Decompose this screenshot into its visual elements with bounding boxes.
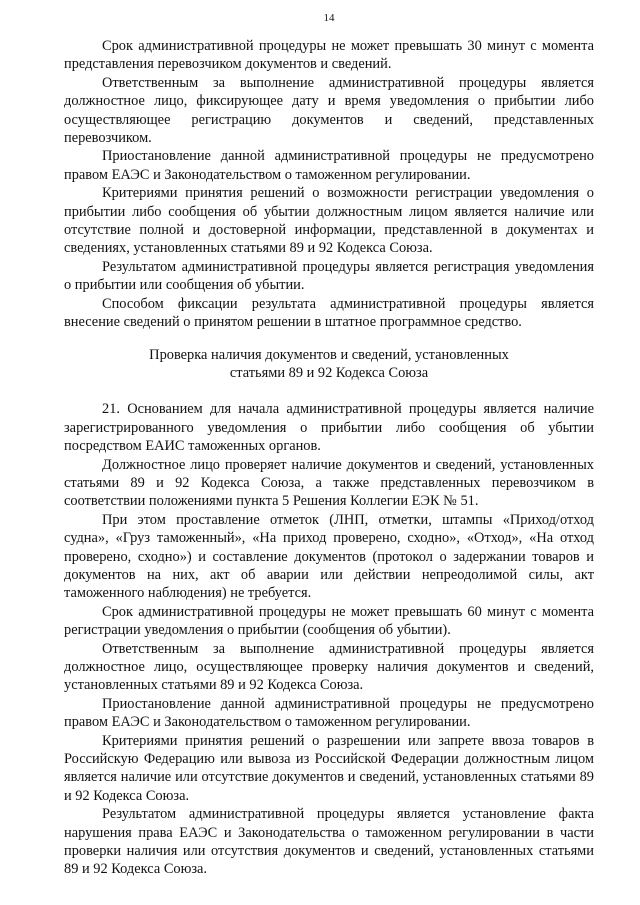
paragraph: Критериями принятия решений о разрешении или запрете ввоза товаров в Российскую Федерацию или вывоза из Российской Федерации должностным лицом является наличие или отсутствие документов и сведений, установленных статьями 89 и 92 Кодекса Союза. <box>64 732 594 804</box>
paragraph: Ответственным за выполнение административной процедуры является должностное лицо, осуществляющее проверку наличия документов и сведений, установленных статьями 89 и 92 Кодекса Союза. <box>64 640 594 694</box>
paragraph: Критериями принятия решений о возможности регистрации уведомления о прибытии либо сообщения об убытии должностным лицом является наличие или отсутствие полной и достоверной информации, представленной в документах и сведениях, установленных статьями 89 и 92 Кодекса Союза. <box>64 185 594 257</box>
paragraph: Ответственным за выполнение административной процедуры является должностное лицо, фиксирующее дату и время уведомления о прибытии либо осуществляющее регистрацию документов и сведений, представленных перевозчиком. <box>64 74 594 147</box>
paragraph: Должностное лицо проверяет наличие документов и сведений, установленных статьями 89 и 92 Кодекса Союза, а также представленных перевозчиком в соответствии положениями пункта 5 Решения Коллегии ЕЭК № 51. <box>64 456 594 510</box>
paragraph: 21. Основанием для начала административной процедуры является наличие зарегистрированного уведомления о прибытии либо сообщения об убытии посредством ЕАИС таможенных органов. <box>64 401 594 455</box>
paragraph: Срок административной процедуры не может превышать 30 минут с момента представления перевозчиком документов и сведений. <box>64 38 594 73</box>
paragraph: Результатом административной процедуры является установление факта нарушения права ЕАЭС и Законодательства о таможенном регулировании в части проверки наличия или отсутствия документов и сведений, установленных статьями 89 и 92 Кодекса Союза. <box>64 806 594 878</box>
paragraph: Срок административной процедуры не может превышать 60 минут с момента регистрации уведомления о прибытии (сообщения об убытии). <box>64 603 594 639</box>
section-heading-line: Проверка наличия документов и сведений, установленных <box>149 346 509 363</box>
paragraph: При этом проставление отметок (ЛНП, отметки, штампы «Приход/отход судна», «Груз таможенный», «На приход проверено, сходно», «Отход», «На отход проверено, сходно») и составление документов (протокол о задержании товаров и документов на них, акт об аварии или действии непреодолимой силы, акт таможенного наблюдения) не требуется. <box>64 511 594 602</box>
page-number: 14 <box>323 12 335 24</box>
paragraph: Способом фиксации результата административной процедуры является внесение сведений о принятом решении в штатное программное средство. <box>64 295 594 331</box>
paragraph: Приостановление данной административной процедуры не предусмотрено правом ЕАЭС и Законодательством о таможенном регулировании. <box>64 148 594 183</box>
section-heading <box>64 346 594 383</box>
paragraph: Результатом административной процедуры является регистрация уведомления о прибытии или сообщения об убытии. <box>64 258 594 294</box>
paragraph: Приостановление данной административной процедуры не предусмотрено правом ЕАЭС и Законодательством о таможенном регулировании. <box>64 695 594 731</box>
section-heading-line: статьями 89 и 92 Кодекса Союза <box>229 364 429 381</box>
